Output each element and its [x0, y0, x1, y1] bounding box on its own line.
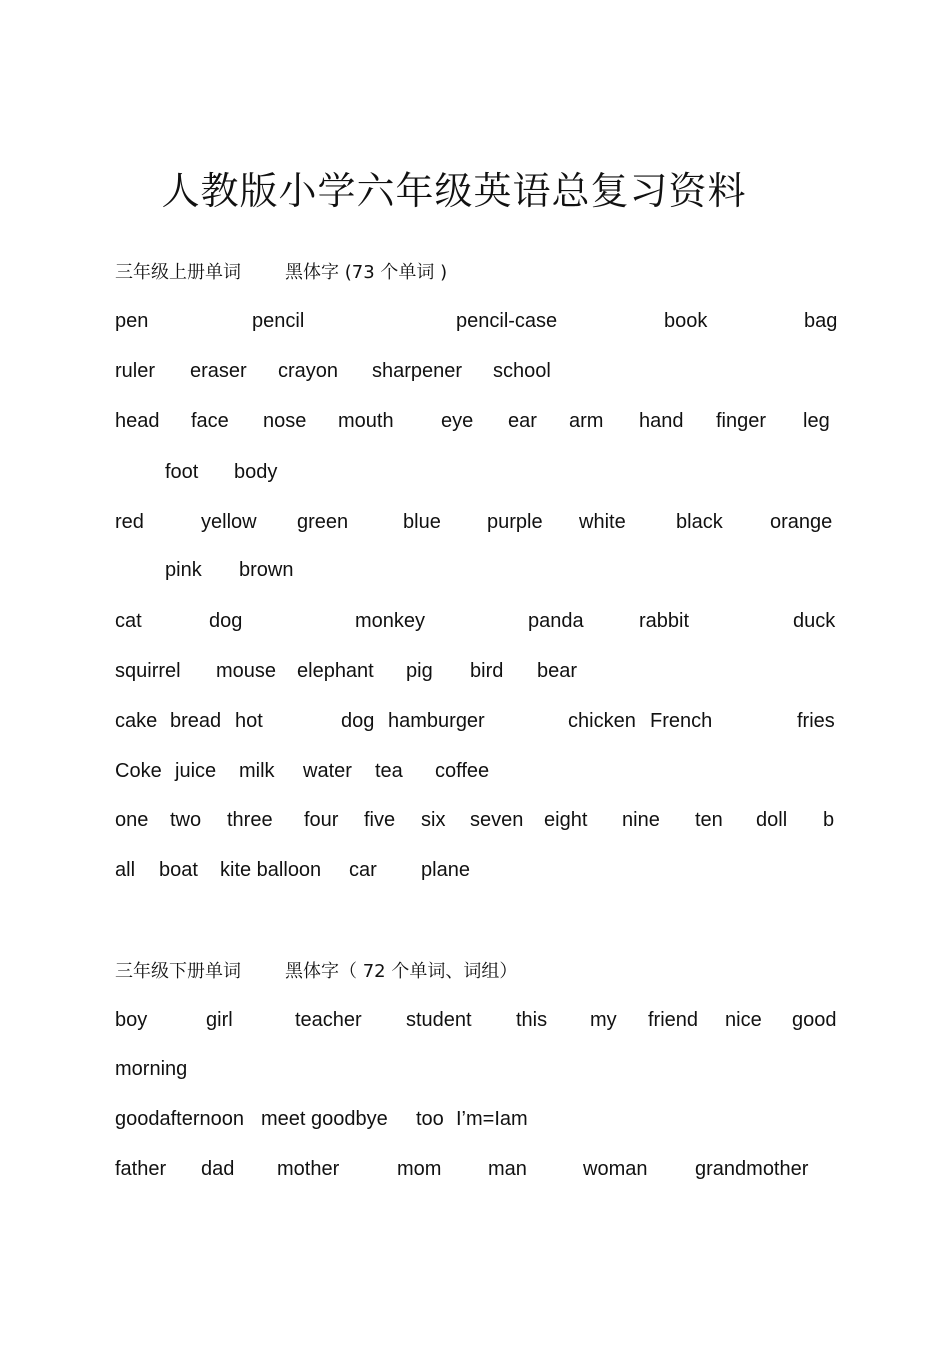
vocab-word: yellow: [201, 511, 257, 533]
vocab-word: too: [416, 1108, 444, 1130]
vocab-word: all: [115, 859, 136, 881]
vocab-word: five: [364, 809, 396, 831]
vocab-word: eight: [544, 809, 588, 831]
vocab-word: two: [170, 809, 202, 831]
word-row: [0, 710, 950, 740]
vocab-word: bread: [170, 710, 222, 732]
vocab-word: green: [297, 511, 349, 533]
vocab-word: goodafternoon: [115, 1108, 245, 1130]
vocab-word: pencil: [252, 310, 305, 332]
vocab-word: milk: [239, 760, 275, 782]
vocab-word: friend: [648, 1009, 699, 1031]
vocab-word: arm: [569, 410, 604, 432]
vocab-word: dad: [201, 1158, 235, 1180]
word-row: [0, 559, 950, 589]
vocab-word: eraser: [190, 360, 247, 382]
vocab-word: pencil-case: [456, 310, 558, 332]
vocab-word: blue: [403, 511, 441, 533]
vocab-word: boy: [115, 1009, 148, 1031]
vocab-word: monkey: [355, 610, 426, 632]
word-row: [0, 461, 950, 491]
vocab-word: mouse: [216, 660, 277, 682]
word-row: [0, 360, 950, 390]
vocab-word: mouth: [338, 410, 394, 432]
vocab-word: I’m=Iam: [456, 1108, 528, 1130]
vocab-word: head: [115, 410, 160, 432]
vocab-word: school: [493, 360, 551, 382]
vocab-word: ruler: [115, 360, 156, 382]
vocab-word: good: [792, 1009, 837, 1031]
vocab-word: pink: [165, 559, 202, 581]
vocab-word: car: [349, 859, 377, 881]
word-row: [0, 511, 950, 541]
vocab-word: finger: [716, 410, 767, 432]
vocab-word: crayon: [278, 360, 339, 382]
vocab-word: hot: [235, 710, 263, 732]
vocab-word: ten: [695, 809, 723, 831]
vocab-word: one: [115, 809, 149, 831]
vocab-word: panda: [528, 610, 584, 632]
document-title: 人教版小学六年级英语总复习资料: [161, 169, 747, 213]
section-1-heading: [115, 258, 447, 284]
vocab-word: seven: [470, 809, 524, 831]
vocab-word: brown: [239, 559, 294, 581]
section-1-title: 三年级上册单词: [115, 262, 241, 283]
vocab-word: plane: [421, 859, 470, 881]
vocab-word: nice: [725, 1009, 762, 1031]
word-row: [0, 1108, 950, 1138]
vocab-word: morning: [115, 1058, 188, 1080]
word-row: [0, 660, 950, 690]
vocab-word: doll: [756, 809, 788, 831]
vocab-word: bag: [804, 310, 838, 332]
word-row: [0, 410, 950, 440]
vocab-word: fries: [797, 710, 835, 732]
vocab-word: nine: [622, 809, 660, 831]
vocab-word: book: [664, 310, 708, 332]
vocab-word: juice: [175, 760, 217, 782]
word-row: [0, 760, 950, 790]
vocab-word: three: [227, 809, 273, 831]
vocab-word: eye: [441, 410, 474, 432]
word-row: [0, 1009, 950, 1039]
vocab-word: my: [590, 1009, 617, 1031]
vocab-word: hamburger: [388, 710, 485, 732]
vocab-word: four: [304, 809, 339, 831]
word-row: [0, 610, 950, 640]
vocab-word: man: [488, 1158, 527, 1180]
vocab-word: mom: [397, 1158, 442, 1180]
vocab-word: cat: [115, 610, 142, 632]
vocab-word: this: [516, 1009, 548, 1031]
section-2-heading: [115, 957, 517, 983]
vocab-word: cake: [115, 710, 158, 732]
vocab-word: student: [406, 1009, 472, 1031]
vocab-word: pig: [406, 660, 433, 682]
vocab-word: water: [303, 760, 352, 782]
vocab-word: girl: [206, 1009, 233, 1031]
vocab-word: dog: [209, 610, 243, 632]
vocab-word: purple: [487, 511, 543, 533]
vocab-word: father: [115, 1158, 167, 1180]
vocab-word: Coke: [115, 760, 162, 782]
vocab-word: boat: [159, 859, 198, 881]
vocab-word: rabbit: [639, 610, 690, 632]
vocab-word: face: [191, 410, 229, 432]
vocab-word: ear: [508, 410, 537, 432]
vocab-word: teacher: [295, 1009, 362, 1031]
vocab-word: French: [650, 710, 713, 732]
vocab-word: foot: [165, 461, 199, 483]
vocab-word: six: [421, 809, 446, 831]
word-row: [0, 310, 950, 340]
word-row: [0, 859, 950, 889]
section-1-subtitle: 黑体字 (73 个单词 ): [285, 262, 448, 283]
section-2-title: 三年级下册单词: [115, 961, 241, 982]
word-row: [0, 1158, 950, 1188]
vocab-word: red: [115, 511, 144, 533]
vocab-word: nose: [263, 410, 307, 432]
section-2-subtitle: 黑体字（ 72 个单词、词组）: [285, 961, 518, 982]
vocab-word: elephant: [297, 660, 374, 682]
vocab-word: b: [823, 809, 835, 831]
vocab-word: dog: [341, 710, 375, 732]
vocab-word: coffee: [435, 760, 490, 782]
word-row: [0, 809, 950, 839]
vocab-word: meet goodbye: [261, 1108, 388, 1130]
vocab-word: grandmother: [695, 1158, 809, 1180]
vocab-word: pen: [115, 310, 149, 332]
vocab-word: orange: [770, 511, 833, 533]
vocab-word: chicken: [568, 710, 636, 732]
vocab-word: duck: [793, 610, 836, 632]
vocab-word: white: [579, 511, 626, 533]
vocab-word: sharpener: [372, 360, 463, 382]
vocab-word: kite balloon: [220, 859, 322, 881]
vocab-word: black: [676, 511, 723, 533]
word-row: [0, 1058, 950, 1088]
vocab-word: hand: [639, 410, 684, 432]
vocab-word: mother: [277, 1158, 340, 1180]
vocab-word: body: [234, 461, 278, 483]
vocab-word: woman: [583, 1158, 648, 1180]
vocab-word: leg: [803, 410, 830, 432]
vocab-word: bear: [537, 660, 578, 682]
vocab-word: bird: [470, 660, 504, 682]
vocab-word: tea: [375, 760, 403, 782]
vocab-word: squirrel: [115, 660, 181, 682]
